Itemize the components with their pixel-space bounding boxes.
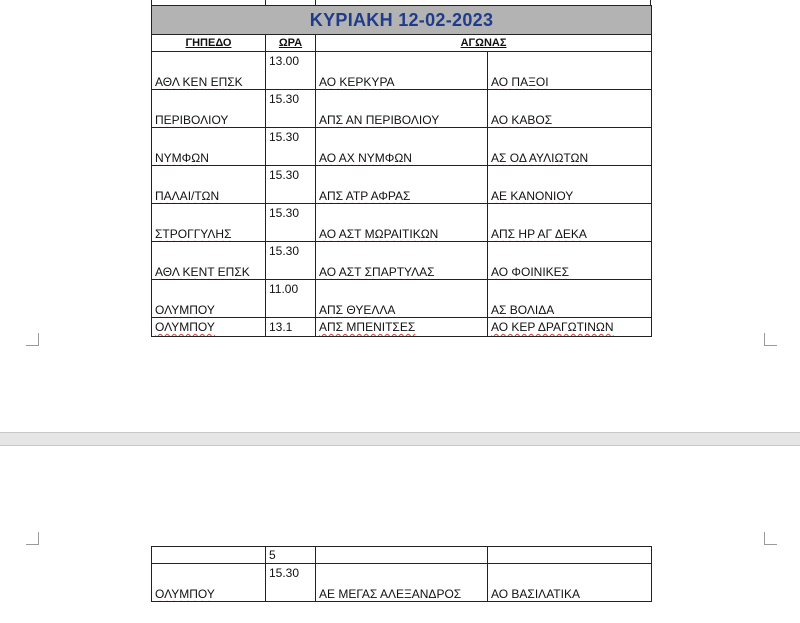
venue-cell: ΝΥΜΦΩΝ (152, 128, 266, 166)
home-team-cell: ΑΟ ΑΣΤ ΣΠΑΡΤΥΛΑΣ (316, 242, 488, 280)
away-team-cell: ΑΟ ΦΟΙΝΙΚΕΣ (488, 242, 652, 280)
table-row-split-continued (152, 547, 652, 564)
time-cell: 15.30 (266, 90, 316, 128)
time-cell: 15.30 (266, 242, 316, 280)
table-row (152, 242, 652, 280)
match-schedule-table (151, 5, 652, 337)
venue-cell: ΟΛΥΜΠΟΥ (152, 280, 266, 318)
away-team-cell (488, 547, 652, 564)
home-team-cell: ΑΟ ΚΕΡΚΥΡΑ (316, 52, 488, 90)
away-team-cell: ΑΟ ΠΑΞΟΙ (488, 52, 652, 90)
schedule-title: ΚΥΡΙΑΚΗ 12-02-2023 (152, 6, 652, 35)
time-cell: 11.00 (266, 280, 316, 318)
table-row (152, 204, 652, 242)
venue-cell: ΟΛΥΜΠΟΥ (152, 564, 266, 602)
time-cell: 15.30 (266, 204, 316, 242)
venue-cell (152, 547, 266, 564)
match-header: ΑΓΩΝΑΣ (316, 35, 652, 52)
time-cell: 5 (266, 547, 316, 564)
venue-cell: ΑΘΛ ΚΕΝ ΕΠΣΚ (152, 52, 266, 90)
margin-corner-top-left (26, 532, 39, 545)
away-team-cell: ΑΟ ΚΕΡ ΔΡΑΓΩΤΙΝΩΝ (488, 318, 652, 337)
table-row (152, 52, 652, 90)
home-team-cell: ΑΠΣ ΘΥΕΛΛΑ (316, 280, 488, 318)
table-row-split (152, 318, 652, 337)
home-team-cell: ΑΕ ΜΕΓΑΣ ΑΛΕΞΑΝΔΡΟΣ (316, 564, 488, 602)
home-team-cell (316, 547, 488, 564)
venue-cell: ΟΛΥΜΠΟΥ (152, 318, 266, 337)
venue-cell: ΠΑΛΑΙ/ΤΩΝ (152, 166, 266, 204)
away-team-cell: ΑΣ ΒΟΛΙΔΑ (488, 280, 652, 318)
away-team-cell: ΑΠΣ ΗΡ ΑΓ ΔΕΚΑ (488, 204, 652, 242)
table-row (152, 166, 652, 204)
away-team-cell: ΑΟ ΚΑΒΟΣ (488, 90, 652, 128)
home-team-cell: ΑΠΣ ΑΤΡ ΑΦΡΑΣ (316, 166, 488, 204)
venue-cell: ΑΘΛ ΚΕΝΤ ΕΠΣΚ (152, 242, 266, 280)
table-row (152, 128, 652, 166)
margin-corner-bottom-left (26, 333, 39, 346)
away-team-cell: ΑΣ ΟΔ ΑΥΛΙΩΤΩΝ (488, 128, 652, 166)
away-team-cell: ΑΟ ΒΑΣΙΛΑΤΙΚΑ (488, 564, 652, 602)
match-schedule-table-continued (151, 546, 652, 602)
home-team-cell: ΑΠΣ ΑΝ ΠΕΡΙΒΟΛΙΟΥ (316, 90, 488, 128)
time-cell: 13.1 (266, 318, 316, 337)
time-cell: 13.00 (266, 52, 316, 90)
page-break-gap (0, 432, 800, 446)
time-cell: 15.30 (266, 128, 316, 166)
margin-corner-bottom-right (764, 333, 777, 346)
away-team-cell: ΑΕ ΚΑΝΟΝΙΟΥ (488, 166, 652, 204)
home-team-cell: ΑΠΣ ΜΠΕΝΙΤΣΕΣ (316, 318, 488, 337)
time-header: ΩΡΑ (266, 35, 316, 52)
table-row (152, 90, 652, 128)
margin-corner-top-right (764, 532, 777, 545)
document-page-2 (0, 446, 800, 623)
time-cell: 15.30 (266, 166, 316, 204)
table-row (152, 564, 652, 602)
venue-cell: ΠΕΡΙΒΟΛΙΟΥ (152, 90, 266, 128)
venue-header: ΓΗΠΕΔΟ (152, 35, 266, 52)
table-row (152, 280, 652, 318)
home-team-cell: ΑΟ ΑΣΤ ΜΩΡΑΙΤΙΚΩΝ (316, 204, 488, 242)
home-team-cell: ΑΟ ΑΧ ΝΥΜΦΩΝ (316, 128, 488, 166)
time-cell: 15.30 (266, 564, 316, 602)
venue-cell: ΣΤΡΟΓΓΥΛΗΣ (152, 204, 266, 242)
